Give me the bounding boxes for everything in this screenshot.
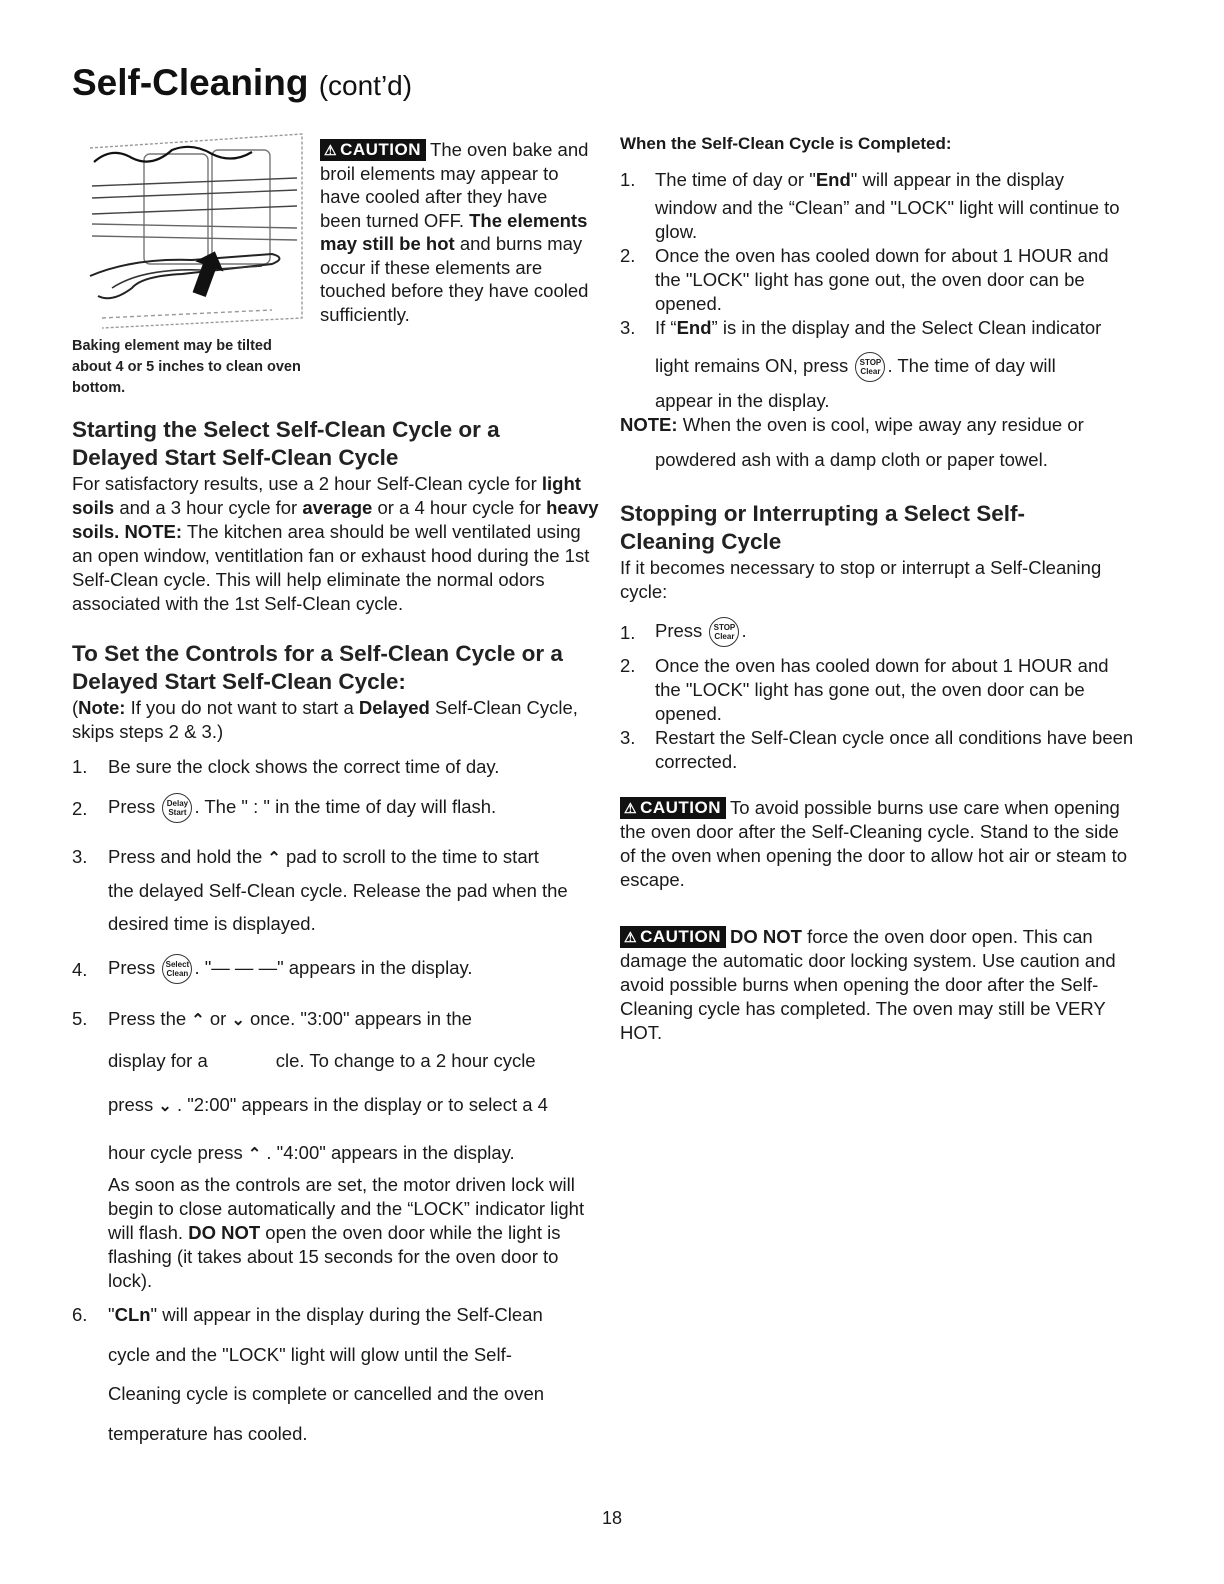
completed-1-line-1: The time of day or "End" will appear in the display: [655, 169, 1065, 190]
caution-badge: ⚠ CAUTION: [320, 139, 426, 161]
step-number: 1.: [620, 169, 636, 190]
select-clean-button-icon: Select Clean: [162, 954, 192, 984]
stopping-intro: If it becomes necessary to stop or interrupt a Self-Cleaning cycle:: [620, 557, 1102, 602]
step-number: 3.: [72, 846, 88, 867]
step-3-line-3: desired time is displayed.: [108, 913, 316, 934]
completed-3-line-1: If “End” is in the display and the Select Clean indicator: [655, 317, 1102, 338]
step-number: 1.: [620, 622, 636, 643]
step-number: 4.: [72, 959, 88, 980]
step-5-line-4: hour cycle press ⌃ . "4:00" appears in the display.: [108, 1141, 608, 1167]
step-1: Be sure the clock shows the correct time of day.: [108, 756, 500, 777]
step-5-line-2: display for a cle. To change to a 2 hour cycle: [108, 1050, 536, 1071]
step-number: 1.: [72, 756, 88, 777]
completed-3-line-3: appear in the display.: [655, 390, 830, 411]
stop-clear-button-icon: STOP Clear: [709, 617, 739, 647]
step-6-line-3: Cleaning cycle is complete or cancelled and the oven: [108, 1383, 545, 1404]
page-subtitle: (cont’d): [318, 70, 413, 101]
figure-caption: Baking element may be tilted about 4 or 5 inches to clean oven bottom.: [72, 338, 301, 396]
warning-triangle-icon: ⚠: [624, 800, 638, 816]
step-number: 2.: [72, 798, 88, 819]
step-number: 2.: [620, 245, 636, 266]
step-5-paragraph: As soon as the controls are set, the motor driven lock will begin to close automatically and the “LOCK” indicator light will flash. DO NOT open the oven door while the light is flashing (it takes about 15 seconds for the oven door to lock).: [108, 1174, 585, 1291]
section-heading-stopping: Stopping or Interrupting a Select Self-Cleaning Cycle: [620, 501, 1026, 554]
step-number: 2.: [620, 655, 636, 676]
section-heading-completed: When the Self-Clean Cycle is Completed:: [620, 134, 952, 153]
step-3-line-2: the delayed Self-Clean cycle. Release the pad when the: [108, 880, 568, 901]
page-number: 18: [601, 1508, 623, 1528]
step-number: 3.: [620, 317, 636, 338]
controls-note: (Note: If you do not want to start a Delayed Self-Clean Cycle, skips steps 2 & 3.): [72, 697, 578, 742]
stopping-2: Once the oven has cooled down for about 1 HOUR and the "LOCK" light has gone out, the oven door can be opened.: [655, 655, 1109, 724]
oven-illustration: [72, 128, 308, 336]
step-6-line-1: "CLn" will appear in the display during the Self-Clean: [108, 1304, 543, 1325]
completed-note: NOTE: When the oven is cool, wipe away any residue or: [620, 414, 1084, 435]
up-arrow-icon: ⌃: [191, 1012, 205, 1029]
step-4: Press Select Clean . "— — —" appears in the display.: [108, 954, 598, 984]
completed-2: Once the oven has cooled down for about 1 HOUR and the "LOCK" light has gone out, the oven door can be opened.: [655, 245, 1109, 314]
step-number: 3.: [620, 727, 636, 748]
up-arrow-icon: ⌃: [267, 850, 281, 867]
completed-1-line-2: window and the “Clean” and "LOCK" light will continue to glow.: [655, 197, 1120, 242]
caution-block-2: ⚠ CAUTION To avoid possible burns use care when opening the oven door after the Self-Cleaning cycle. Stand to the side of the oven when opening the door to allow hot air or steam to escape.: [620, 797, 1128, 890]
starting-paragraph: For satisfactory results, use a 2 hour Self-Clean cycle for light soils and a 3 hour cycle for average or a 4 hour cycle for heavy soils. NOTE: The kitchen area should be well ventilated using an open window, ventitlation fan or exhaust hood during the 1st Self-Clean cycle. This will help eliminate the normal odors associated with the 1st Self-Clean cycle.: [72, 473, 599, 614]
caution-block-1: ⚠ CAUTION The oven bake and broil elements may appear to have cooled after they have been turned OFF. The elements may still be hot and burns may occur if these elements are touched before they have cooled sufficiently.: [320, 139, 589, 325]
down-arrow-icon: ⌄: [231, 1012, 245, 1029]
step-5-line-3: press ⌄ . "2:00" appears in the display or to select a 4: [108, 1093, 608, 1119]
completed-3-line-2: light remains ON, press STOP Clear . The time of day will: [655, 352, 1135, 382]
stop-clear-button-icon: STOP Clear: [855, 352, 885, 382]
section-heading-starting: Starting the Select Self-Clean Cycle or a Delayed Start Self-Clean Cycle: [72, 417, 500, 470]
up-arrow-icon: ⌃: [247, 1146, 262, 1163]
caution-badge: ⚠ CAUTION: [620, 797, 726, 819]
step-3-line-1: Press and hold the ⌃ pad to scroll to the time to start: [108, 845, 608, 871]
caution-block-3: ⚠ CAUTION DO NOT force the oven door open. This can damage the automatic door locking system. Use caution and avoid possible burns when opening the door after the Self-Cleaning cycle has completed. The oven may still be VERY HOT.: [620, 926, 1116, 1043]
stopping-3: Restart the Self-Clean cycle once all conditions have been corrected.: [655, 727, 1134, 772]
caution-badge: ⚠ CAUTION: [620, 926, 726, 948]
page-title: Self-Cleaning (cont’d): [72, 62, 413, 103]
down-arrow-icon: ⌄: [158, 1098, 172, 1115]
step-number: 6.: [72, 1304, 88, 1325]
warning-triangle-icon: ⚠: [324, 142, 338, 158]
step-5-line-1: Press the ⌃ or ⌄ once. "3:00" appears in the: [108, 1007, 608, 1033]
delay-start-button-icon: Delay Start: [162, 793, 192, 823]
stopping-1: Press STOP Clear .: [655, 617, 1135, 647]
warning-triangle-icon: ⚠: [624, 929, 638, 945]
step-number: 5.: [72, 1008, 88, 1029]
step-6-line-2: cycle and the "LOCK" light will glow until the Self-: [108, 1344, 512, 1365]
step-2: Press Delay Start . The " : " in the time of day will flash.: [108, 793, 598, 823]
completed-note-line-2: powdered ash with a damp cloth or paper towel.: [655, 449, 1048, 470]
step-6-line-4: temperature has cooled.: [108, 1423, 308, 1444]
section-heading-controls: To Set the Controls for a Self-Clean Cycle or a Delayed Start Self-Clean Cycle:: [72, 641, 563, 694]
